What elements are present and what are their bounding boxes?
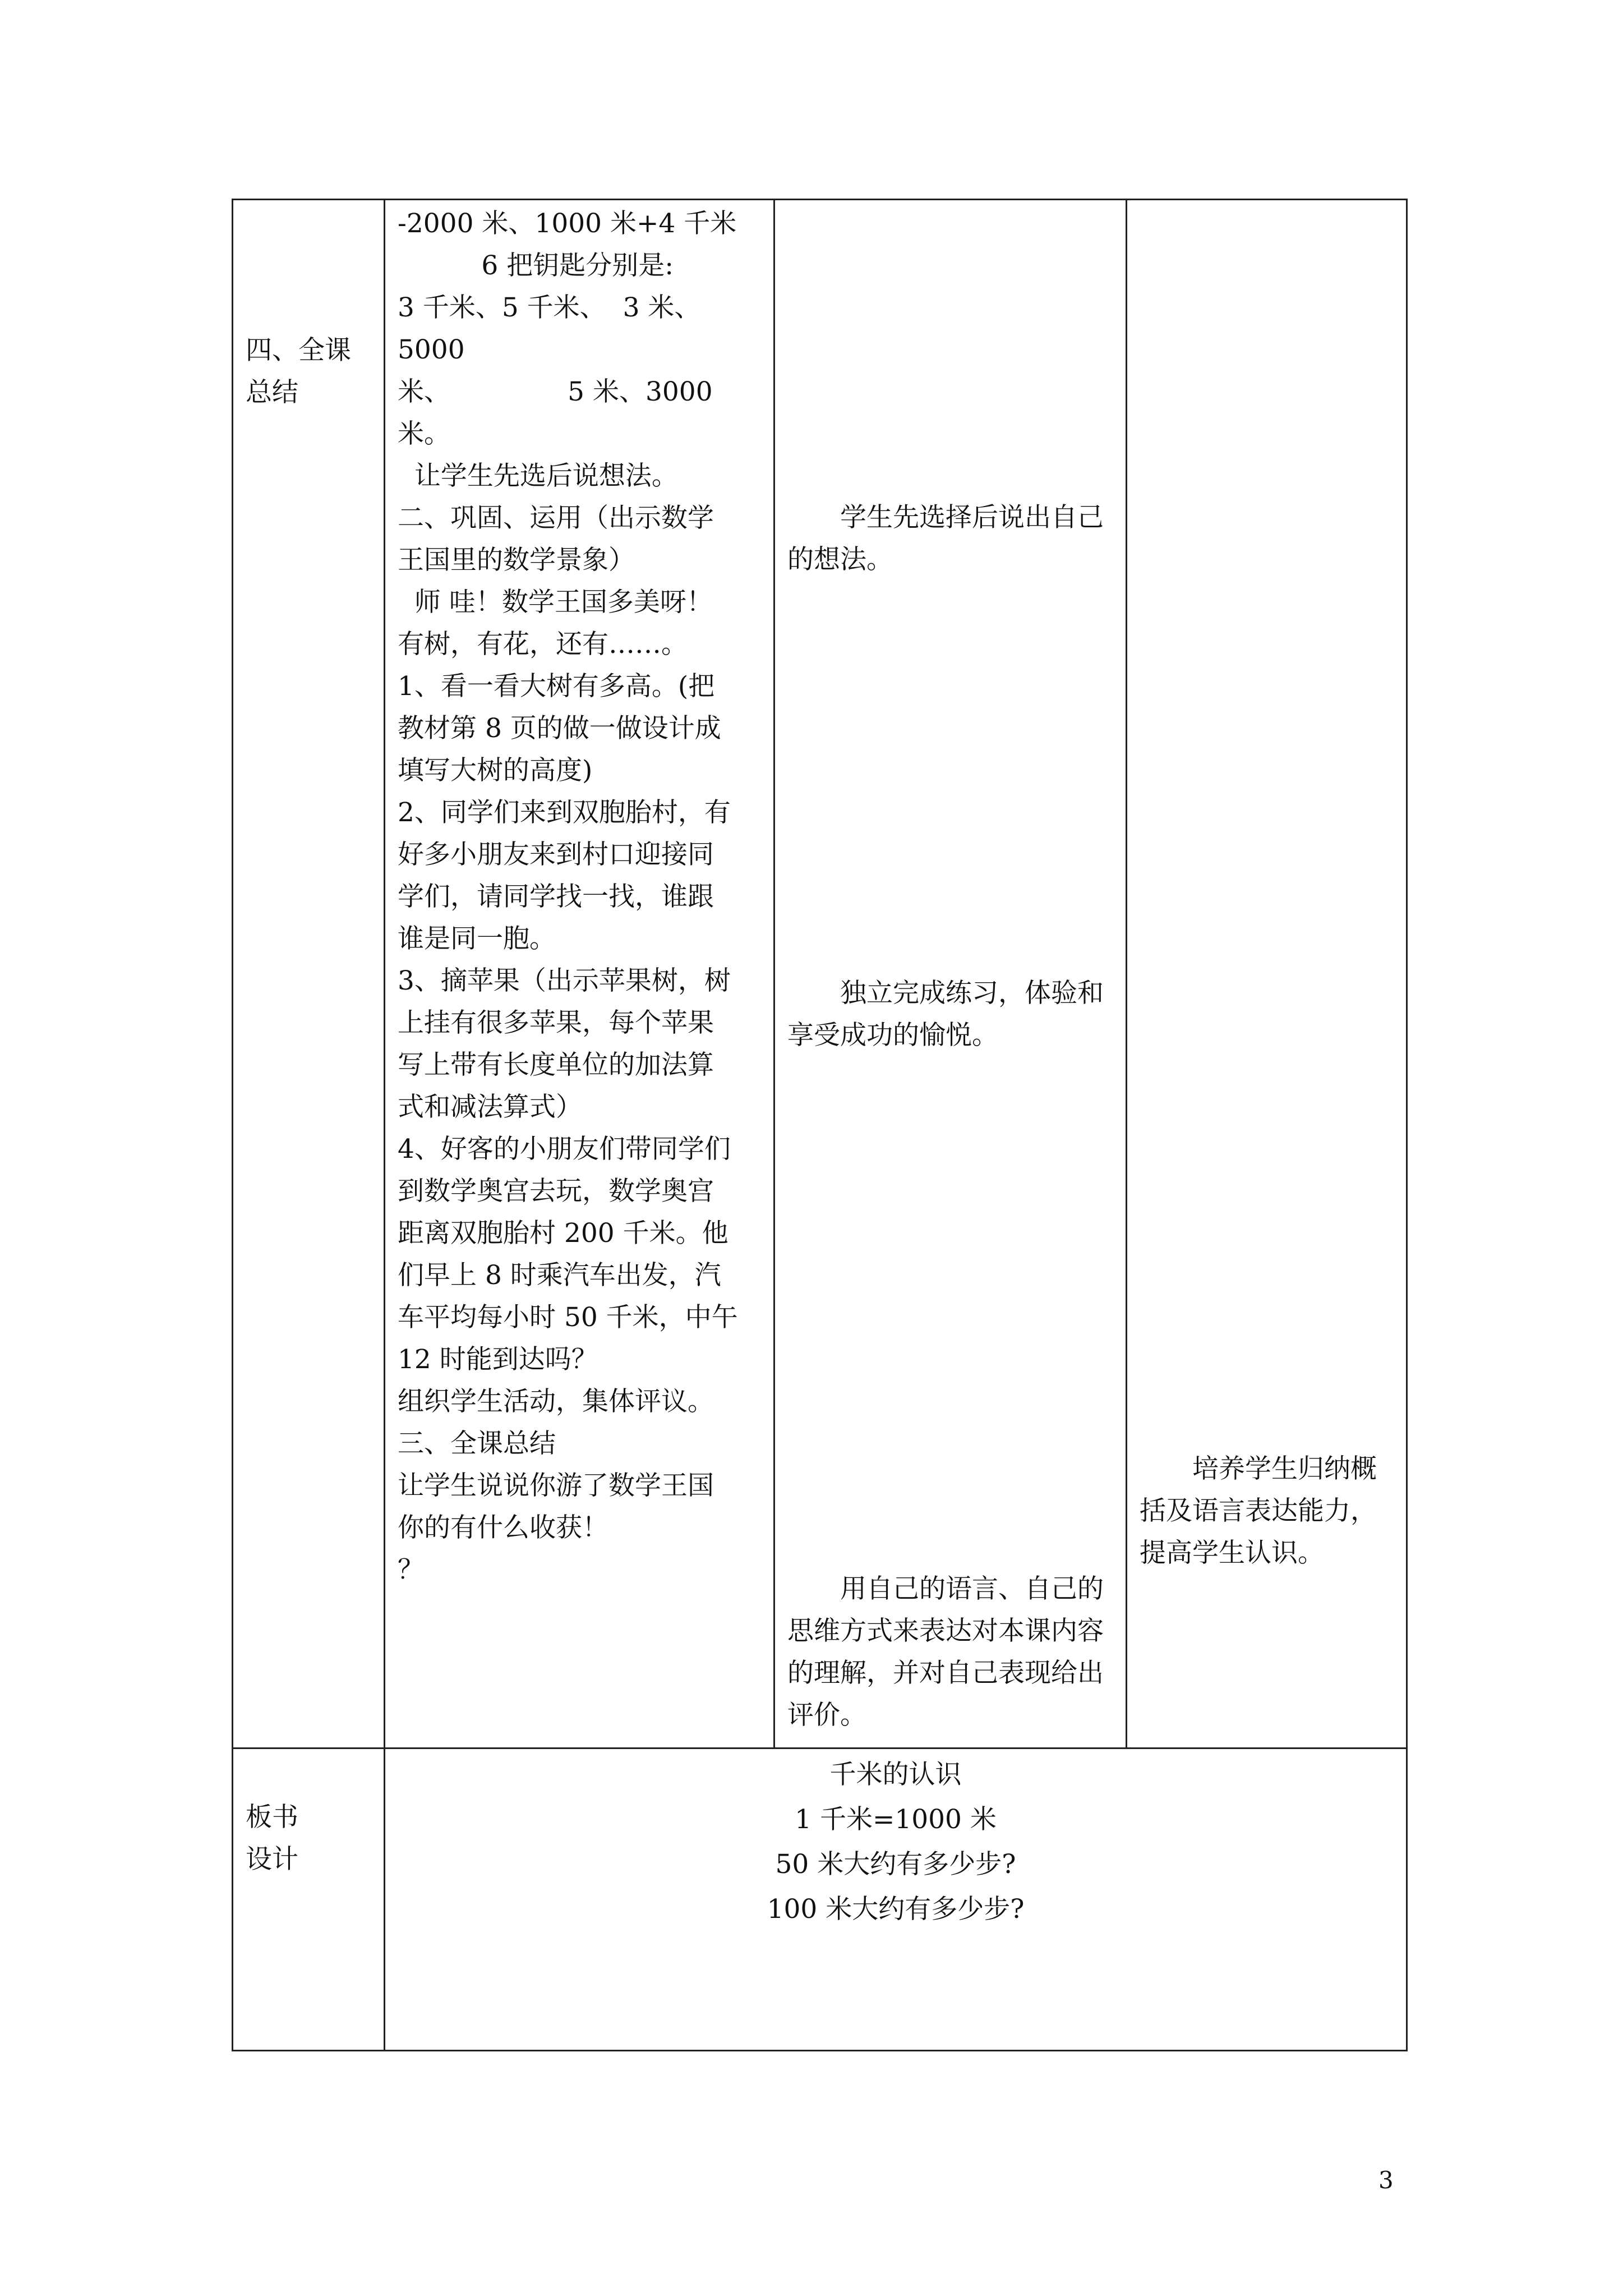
board-label: 板书 设计 bbox=[246, 1802, 298, 1875]
teacher-activity-line: 到数学奥宫去玩，数学奥宫 bbox=[398, 1176, 714, 1207]
teacher-activity-line: 组织学生活动，集体评议。 bbox=[398, 1386, 714, 1417]
teacher-activity-line: 上挂有很多苹果，每个苹果 bbox=[398, 1007, 714, 1038]
table-row-main bbox=[233, 200, 1407, 1749]
teacher-activity-line: 二、巩固、运用（出示数学 bbox=[398, 503, 714, 533]
teacher-activity-line: 3、摘苹果（出示苹果树，树 bbox=[398, 965, 731, 996]
board-line: 1 千米=1000 米 bbox=[795, 1804, 997, 1835]
student-activity-3: 用自己的语言、自己的思维方式来表达对本课内容的理解，并对自己表现给出评价。 bbox=[787, 1573, 1104, 1731]
board-label-cell bbox=[233, 1749, 385, 2051]
teacher-activity-line: -2000 米、1000 米+4 千米 bbox=[398, 208, 737, 239]
board-content bbox=[385, 1752, 1406, 1932]
teacher-activity-line: 学们，请同学找一找，谁跟 bbox=[398, 881, 714, 912]
teacher-activity-line: 让学生说说你游了数学王国 bbox=[398, 1470, 714, 1501]
student-activity-2: 独立完成练习，体验和享受成功的愉悦。 bbox=[787, 978, 1104, 1051]
design-intent-cell bbox=[1127, 200, 1407, 1749]
teacher-activity-line: 4、好客的小朋友们带同学们 bbox=[398, 1134, 731, 1165]
teacher-activity-line: 2、同学们来到双胞胎村，有 bbox=[398, 797, 731, 828]
teacher-activity-line: ？ bbox=[398, 1554, 424, 1585]
teacher-activity-line: 式和减法算式） bbox=[398, 1092, 582, 1122]
teacher-activity-line: 填写大树的高度) bbox=[398, 755, 593, 786]
teacher-activity-line: 6 把钥匙分别是: bbox=[398, 250, 674, 281]
teacher-activity-line: 让学生先选后说想法。 bbox=[398, 461, 678, 491]
teacher-activity-line: 师 哇！数学王国多美呀！ bbox=[398, 587, 713, 618]
teacher-activity-line: 教材第 8 页的做一做设计成 bbox=[398, 713, 721, 744]
teacher-activity-line: 距离双胞胎村 200 千米。他 bbox=[398, 1218, 728, 1249]
teacher-activity-line: 们早上 8 时乘汽车出发，汽 bbox=[398, 1260, 721, 1291]
section-label-cell bbox=[233, 200, 385, 1749]
teacher-activity-line: 12 时能到达吗？ bbox=[398, 1344, 598, 1375]
teacher-activity-line: 王国里的数学景象） bbox=[398, 545, 635, 576]
teacher-activity-line: 好多小朋友来到村口迎接同 bbox=[398, 839, 714, 870]
teacher-activity-line: 谁是同一胞。 bbox=[398, 923, 556, 954]
design-intent: 培养学生归纳概括及语言表达能力，提高学生认识。 bbox=[1140, 1453, 1377, 1568]
table-row-board bbox=[233, 1749, 1407, 2051]
teacher-activity-line: 1、看一看大树有多高。(把 bbox=[398, 671, 715, 702]
section-label: 四、全课 总结 bbox=[246, 335, 351, 408]
teacher-activity-text bbox=[398, 203, 768, 1591]
teacher-activity-line: 你的有什么收获！ bbox=[398, 1512, 608, 1543]
teacher-activity-cell bbox=[385, 200, 774, 1749]
teacher-activity-line: 车平均每小时 50 千米，中午 bbox=[398, 1302, 738, 1333]
teacher-activity-line: 3 千米、5 千米、 3 米、5000 bbox=[398, 292, 701, 365]
board-line: 50 米大约有多少步? bbox=[775, 1849, 1016, 1880]
lesson-plan-table bbox=[232, 199, 1408, 2051]
page-number: 3 bbox=[1378, 2166, 1394, 2194]
board-line: 100 米大约有多少步? bbox=[767, 1894, 1025, 1925]
teacher-activity-line: 写上带有长度单位的加法算 bbox=[398, 1050, 714, 1080]
student-activity-cell bbox=[774, 200, 1127, 1749]
teacher-activity-line: 三、全课总结 bbox=[398, 1428, 556, 1459]
teacher-activity-line: 有树，有花，还有……。 bbox=[398, 629, 688, 660]
teacher-activity-line: 米。 bbox=[398, 418, 450, 449]
board-content-cell bbox=[385, 1749, 1407, 2051]
student-activity-1: 学生先选择后说出自己的想法。 bbox=[787, 502, 1104, 575]
board-line: 千米的认识 bbox=[829, 1759, 962, 1790]
teacher-activity-line: 米、 5 米、3000 bbox=[398, 376, 713, 407]
